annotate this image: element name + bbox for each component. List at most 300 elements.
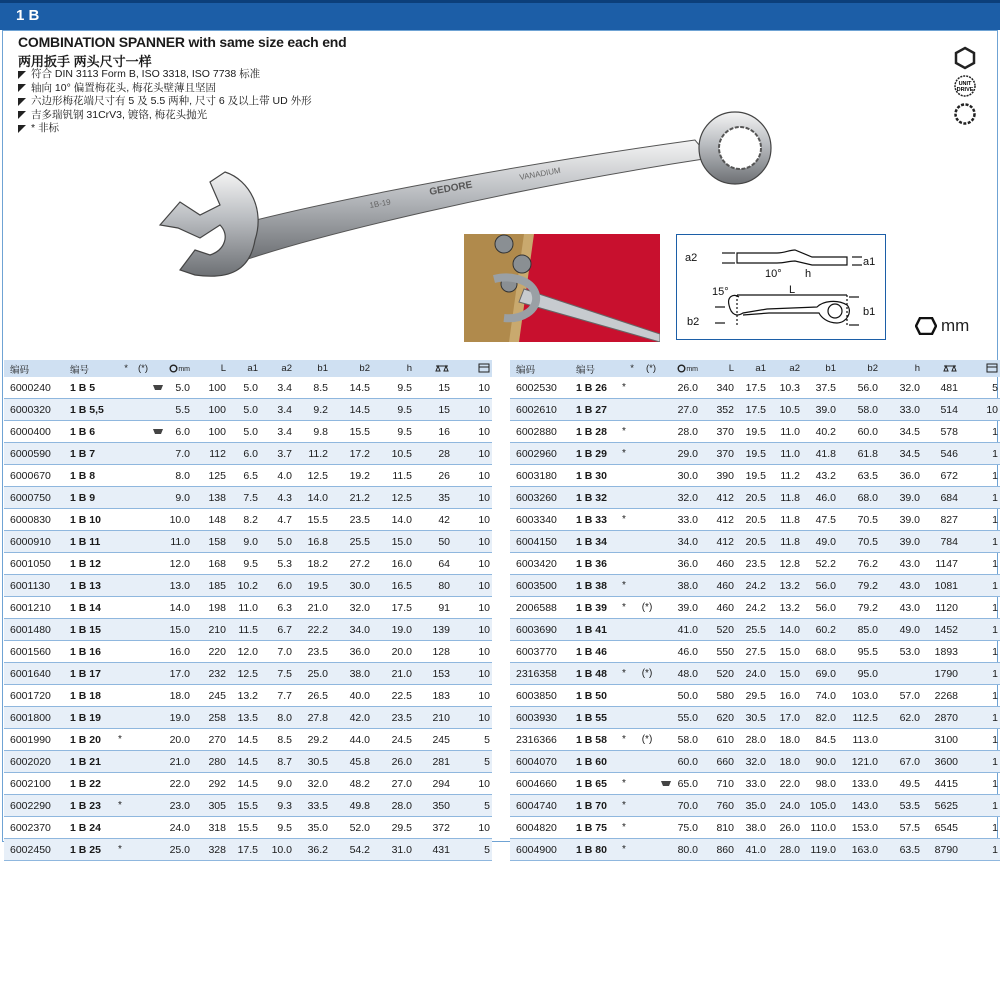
dim-label-a1: a1: [863, 256, 876, 268]
cell-pack: 1: [960, 751, 1000, 773]
cell-no: 1 B 80: [572, 839, 622, 861]
cell-a2: 3.4: [260, 377, 294, 399]
table-row: [4, 795, 492, 817]
cell-a1: 9.5: [228, 553, 260, 575]
cell-a2: 7.5: [260, 663, 294, 685]
cell-non: [636, 377, 658, 399]
usage-photo-illustration: [464, 234, 660, 342]
cell-non: [636, 707, 658, 729]
cell-non: [636, 553, 658, 575]
cell-b2: 113.0: [838, 729, 880, 751]
cell-b1: 15.5: [294, 509, 330, 531]
cell-L: 270: [192, 729, 228, 751]
cell-size: 29.0: [674, 443, 700, 465]
cell-code: 6000830: [4, 509, 66, 531]
cell-pack: 5: [960, 377, 1000, 399]
col-b1: b1: [802, 360, 838, 377]
cell-size: 12.0: [166, 553, 192, 575]
table-row: [510, 597, 1000, 619]
cell-a2: 6.7: [260, 619, 294, 641]
cell-b1: 11.2: [294, 443, 330, 465]
cell-b2: 23.5: [330, 509, 372, 531]
cell-h: 62.0: [880, 707, 922, 729]
cell-a2: 9.5: [260, 817, 294, 839]
product-title: COMBINATION SPANNER with same size each end: [18, 34, 347, 50]
cell-no: 1 B 58: [572, 729, 622, 751]
cell-icon: [658, 377, 674, 399]
cell-b2: 48.2: [330, 773, 372, 795]
cell-h: 15.0: [372, 531, 414, 553]
table-row: [4, 619, 492, 641]
cell-size: 34.0: [674, 531, 700, 553]
cell-a2: 26.0: [768, 817, 802, 839]
cell-b1: 90.0: [802, 751, 838, 773]
cell-non: [636, 619, 658, 641]
cell-icon: [150, 707, 166, 729]
cell-L: 292: [192, 773, 228, 795]
cell-no: 1 B 55: [572, 707, 622, 729]
cell-b1: 14.0: [294, 487, 330, 509]
cell-icon: [150, 465, 166, 487]
cell-pack: 10: [452, 377, 492, 399]
cell-b1: 39.0: [802, 399, 838, 421]
cell-b2: 25.5: [330, 531, 372, 553]
cell-mark: [622, 619, 636, 641]
cell-h: 19.0: [372, 619, 414, 641]
cell-icon: [150, 575, 166, 597]
cell-a2: 3.7: [260, 443, 294, 465]
cell-icon: [658, 553, 674, 575]
cell-code: 6003260: [510, 487, 572, 509]
spec-table-left: [4, 360, 492, 861]
cell-weight: 26: [414, 465, 452, 487]
col-code: 编码: [510, 360, 572, 377]
cell-size: 24.0: [166, 817, 192, 839]
col-code: 编码: [4, 360, 66, 377]
cell-icon: [150, 597, 166, 619]
cell-b1: 52.2: [802, 553, 838, 575]
cell-b1: 37.5: [802, 377, 838, 399]
cell-b1: 40.2: [802, 421, 838, 443]
col-size: mm: [674, 360, 700, 377]
cell-b1: 18.2: [294, 553, 330, 575]
cell-pack: 1: [960, 795, 1000, 817]
cell-no: 1 B 24: [66, 817, 118, 839]
table-row: [510, 685, 1000, 707]
cell-pack: 5: [452, 795, 492, 817]
cell-b1: 49.0: [802, 531, 838, 553]
section-header-bar: [0, 0, 1000, 30]
cell-no: 1 B 34: [572, 531, 622, 553]
table-row: [4, 443, 492, 465]
cell-size: 13.0: [166, 575, 192, 597]
cell-b2: 40.0: [330, 685, 372, 707]
cell-L: 760: [700, 795, 736, 817]
cell-b2: 15.5: [330, 421, 372, 443]
cell-b1: 12.5: [294, 465, 330, 487]
cell-code: 6000750: [4, 487, 66, 509]
cell-mark: [622, 685, 636, 707]
cell-mark: *: [118, 729, 130, 751]
cell-h: 26.0: [372, 751, 414, 773]
cell-icon: [658, 465, 674, 487]
col-weight: [922, 360, 960, 377]
cell-non: [636, 839, 658, 861]
cell-weight: 3100: [922, 729, 960, 751]
cell-mark: [622, 553, 636, 575]
cell-h: 53.5: [880, 795, 922, 817]
cell-b2: 36.0: [330, 641, 372, 663]
cell-no: 1 B 23: [66, 795, 118, 817]
cell-b2: 103.0: [838, 685, 880, 707]
cell-mark: [118, 575, 130, 597]
cell-non: [636, 465, 658, 487]
cell-icon: [658, 575, 674, 597]
cell-code: 6003500: [510, 575, 572, 597]
table-row: [4, 531, 492, 553]
feature-item: * 非标: [18, 122, 312, 136]
col-star: *: [622, 360, 636, 377]
cell-icon: [658, 509, 674, 531]
cell-pack: 1: [960, 663, 1000, 685]
table-row: [4, 421, 492, 443]
cell-code: 6001560: [4, 641, 66, 663]
cell-b1: 21.0: [294, 597, 330, 619]
cell-pack: 10: [452, 685, 492, 707]
cell-b1: 19.5: [294, 575, 330, 597]
cell-pack: 10: [452, 773, 492, 795]
cell-size: 28.0: [674, 421, 700, 443]
cell-b2: 21.2: [330, 487, 372, 509]
cell-non: [130, 597, 150, 619]
cell-h: 21.0: [372, 663, 414, 685]
cell-non: [636, 399, 658, 421]
cell-size: 6.0: [166, 421, 192, 443]
cell-non: [130, 817, 150, 839]
table-row: [510, 487, 1000, 509]
cell-pack: 10: [452, 707, 492, 729]
cell-mark: [118, 531, 130, 553]
cell-b1: 9.2: [294, 399, 330, 421]
cell-pack: 10: [960, 399, 1000, 421]
col-no: 编号: [66, 360, 118, 377]
cell-non: [130, 531, 150, 553]
cell-h: 9.5: [372, 421, 414, 443]
cell-L: 610: [700, 729, 736, 751]
cell-pack: 1: [960, 839, 1000, 861]
cell-a2: 10.3: [768, 377, 802, 399]
cell-a1: 28.0: [736, 729, 768, 751]
cell-icon: [150, 641, 166, 663]
cell-weight: 1790: [922, 663, 960, 685]
ring-size-icon: [677, 364, 686, 373]
profile-icons: [953, 46, 983, 130]
cell-icon: [658, 685, 674, 707]
cell-weight: 15: [414, 399, 452, 421]
cell-mark: *: [622, 575, 636, 597]
cell-a1: 20.5: [736, 531, 768, 553]
cell-L: 232: [192, 663, 228, 685]
cell-a2: 4.3: [260, 487, 294, 509]
cell-a2: 11.8: [768, 487, 802, 509]
cell-icon: [658, 399, 674, 421]
cell-code: 6001800: [4, 707, 66, 729]
cell-a2: 22.0: [768, 773, 802, 795]
table-row: [510, 465, 1000, 487]
cell-b2: 79.2: [838, 597, 880, 619]
cell-a2: 6.0: [260, 575, 294, 597]
col-pack: [452, 360, 492, 377]
cell-b1: 46.0: [802, 487, 838, 509]
col-b1: b1: [294, 360, 330, 377]
cell-icon: [150, 663, 166, 685]
cell-L: 860: [700, 839, 736, 861]
col-L: L: [700, 360, 736, 377]
col-L: L: [192, 360, 228, 377]
cell-L: 660: [700, 751, 736, 773]
cell-non: [636, 795, 658, 817]
table-row: [510, 707, 1000, 729]
cell-mark: [118, 641, 130, 663]
bullet-icon: [18, 71, 26, 79]
cell-code: 6003770: [510, 641, 572, 663]
cell-icon: [658, 839, 674, 861]
cell-code: 6003340: [510, 509, 572, 531]
cell-non: [130, 377, 150, 399]
cell-a1: 24.0: [736, 663, 768, 685]
col-a2: a2: [260, 360, 294, 377]
cell-a1: 11.0: [228, 597, 260, 619]
pack-icon: [986, 363, 998, 373]
table-row: [510, 773, 1000, 795]
cell-a2: 11.0: [768, 421, 802, 443]
cell-code: 6001990: [4, 729, 66, 751]
cell-pack: 1: [960, 685, 1000, 707]
cell-no: 1 B 50: [572, 685, 622, 707]
cell-a1: 15.5: [228, 817, 260, 839]
cell-non: [130, 751, 150, 773]
cell-size: 17.0: [166, 663, 192, 685]
cell-a1: 17.5: [736, 377, 768, 399]
cell-non: [130, 443, 150, 465]
cell-icon: [150, 377, 166, 399]
cell-mark: [118, 773, 130, 795]
cell-a1: 17.5: [736, 399, 768, 421]
cell-a2: 12.8: [768, 553, 802, 575]
units-indicator: [915, 316, 969, 336]
cell-pack: 1: [960, 817, 1000, 839]
cell-non: [130, 465, 150, 487]
cell-b2: 27.2: [330, 553, 372, 575]
cell-icon: [658, 597, 674, 619]
cell-non: (*): [636, 597, 658, 619]
cell-a1: 15.5: [228, 795, 260, 817]
table-row: [4, 839, 492, 861]
cell-b1: 30.5: [294, 751, 330, 773]
cell-mark: *: [622, 773, 636, 795]
cell-b2: 34.0: [330, 619, 372, 641]
table-row: [4, 575, 492, 597]
col-weight: [414, 360, 452, 377]
cell-a1: 7.5: [228, 487, 260, 509]
cell-icon: [658, 663, 674, 685]
cell-weight: 4415: [922, 773, 960, 795]
cell-b1: 82.0: [802, 707, 838, 729]
cell-a1: 14.5: [228, 751, 260, 773]
cell-non: (*): [636, 729, 658, 751]
dimension-diagram: [676, 234, 886, 340]
cell-mark: *: [622, 729, 636, 751]
cell-L: 100: [192, 421, 228, 443]
cell-mark: *: [622, 817, 636, 839]
cell-a2: 7.0: [260, 641, 294, 663]
cell-size: 5.5: [166, 399, 192, 421]
bullet-icon: [18, 84, 26, 92]
cell-mark: *: [622, 509, 636, 531]
table-row: [4, 487, 492, 509]
table-row: [510, 443, 1000, 465]
cell-pack: 1: [960, 729, 1000, 751]
table-row: [510, 663, 1000, 685]
svg-text:VANADIUM: VANADIUM: [518, 165, 562, 182]
cell-a1: 23.5: [736, 553, 768, 575]
cell-a2: 11.0: [768, 443, 802, 465]
cell-non: [636, 487, 658, 509]
usage-photo: [464, 234, 660, 342]
weight-icon: [434, 364, 450, 373]
table-row: [510, 795, 1000, 817]
cell-a1: 5.0: [228, 421, 260, 443]
cell-non: [130, 619, 150, 641]
cell-icon: [150, 795, 166, 817]
cell-no: 1 B 29: [572, 443, 622, 465]
cell-a1: 32.0: [736, 751, 768, 773]
cell-b2: 95.5: [838, 641, 880, 663]
cell-size: 58.0: [674, 729, 700, 751]
cell-weight: 16: [414, 421, 452, 443]
cell-non: [636, 421, 658, 443]
cell-b2: 14.5: [330, 377, 372, 399]
cell-icon: [658, 487, 674, 509]
cell-weight: 2268: [922, 685, 960, 707]
table-row: [4, 509, 492, 531]
cell-h: 49.0: [880, 619, 922, 641]
cell-size: 10.0: [166, 509, 192, 531]
cell-no: 1 B 11: [66, 531, 118, 553]
cell-pack: 5: [452, 729, 492, 751]
cell-no: 1 B 65: [572, 773, 622, 795]
cell-weight: 1120: [922, 597, 960, 619]
cell-size: 25.0: [166, 839, 192, 861]
cell-b2: 60.0: [838, 421, 880, 443]
dim-label-a2: a2: [685, 252, 698, 264]
cell-non: [636, 509, 658, 531]
cell-icon: [150, 487, 166, 509]
col-star: *: [118, 360, 130, 377]
cell-L: 138: [192, 487, 228, 509]
cell-size: 80.0: [674, 839, 700, 861]
cell-h: 9.5: [372, 377, 414, 399]
cell-pack: 1: [960, 575, 1000, 597]
cell-weight: 210: [414, 707, 452, 729]
cell-weight: 64: [414, 553, 452, 575]
cell-b1: 22.2: [294, 619, 330, 641]
cell-a2: 3.4: [260, 421, 294, 443]
unit-drive-icon: [953, 74, 977, 98]
cell-a2: 13.2: [768, 597, 802, 619]
cell-h: 49.5: [880, 773, 922, 795]
cell-a1: 38.0: [736, 817, 768, 839]
cell-non: [636, 817, 658, 839]
cell-weight: 481: [922, 377, 960, 399]
cell-a1: 6.5: [228, 465, 260, 487]
cell-L: 100: [192, 399, 228, 421]
table-row: [4, 685, 492, 707]
cell-L: 412: [700, 487, 736, 509]
cell-b1: 84.5: [802, 729, 838, 751]
cell-a1: 35.0: [736, 795, 768, 817]
col-a2: a2: [768, 360, 802, 377]
table-row: [4, 553, 492, 575]
cell-code: 6003930: [510, 707, 572, 729]
cell-a1: 13.2: [228, 685, 260, 707]
cell-weight: 80: [414, 575, 452, 597]
cell-size: 55.0: [674, 707, 700, 729]
cell-pack: 1: [960, 619, 1000, 641]
dim-label-b1: b1: [863, 306, 876, 318]
hexagon-profile-icon: [953, 46, 977, 70]
cell-size: 16.0: [166, 641, 192, 663]
cell-b2: 58.0: [838, 399, 880, 421]
cell-b1: 69.0: [802, 663, 838, 685]
cell-a1: 5.0: [228, 377, 260, 399]
table-row: [510, 509, 1000, 531]
cell-non: [130, 641, 150, 663]
cell-h: 43.0: [880, 553, 922, 575]
cell-b1: 9.8: [294, 421, 330, 443]
cell-icon: [658, 619, 674, 641]
cell-pack: 1: [960, 553, 1000, 575]
cell-b1: 56.0: [802, 597, 838, 619]
cell-a2: 17.0: [768, 707, 802, 729]
cell-mark: [622, 465, 636, 487]
cell-h: 39.0: [880, 487, 922, 509]
cell-b2: 112.5: [838, 707, 880, 729]
cell-L: 280: [192, 751, 228, 773]
cell-h: 34.5: [880, 421, 922, 443]
cell-non: [130, 575, 150, 597]
cell-b2: 143.0: [838, 795, 880, 817]
cell-mark: [118, 487, 130, 509]
cell-no: 1 B 15: [66, 619, 118, 641]
cell-mark: [118, 663, 130, 685]
table-row: [510, 531, 1000, 553]
cell-code: 6001210: [4, 597, 66, 619]
cell-pack: 10: [452, 619, 492, 641]
cell-b2: 52.0: [330, 817, 372, 839]
cell-h: 32.0: [880, 377, 922, 399]
table-row: [510, 377, 1000, 399]
twelve-point-profile-icon: [953, 102, 977, 126]
cell-mark: [118, 465, 130, 487]
cell-L: 100: [192, 377, 228, 399]
pack-icon: [478, 363, 490, 373]
cell-code: 6003690: [510, 619, 572, 641]
cell-b2: 56.0: [838, 377, 880, 399]
cell-icon: [150, 729, 166, 751]
cell-pack: 5: [452, 839, 492, 861]
cell-code: 6002610: [510, 399, 572, 421]
